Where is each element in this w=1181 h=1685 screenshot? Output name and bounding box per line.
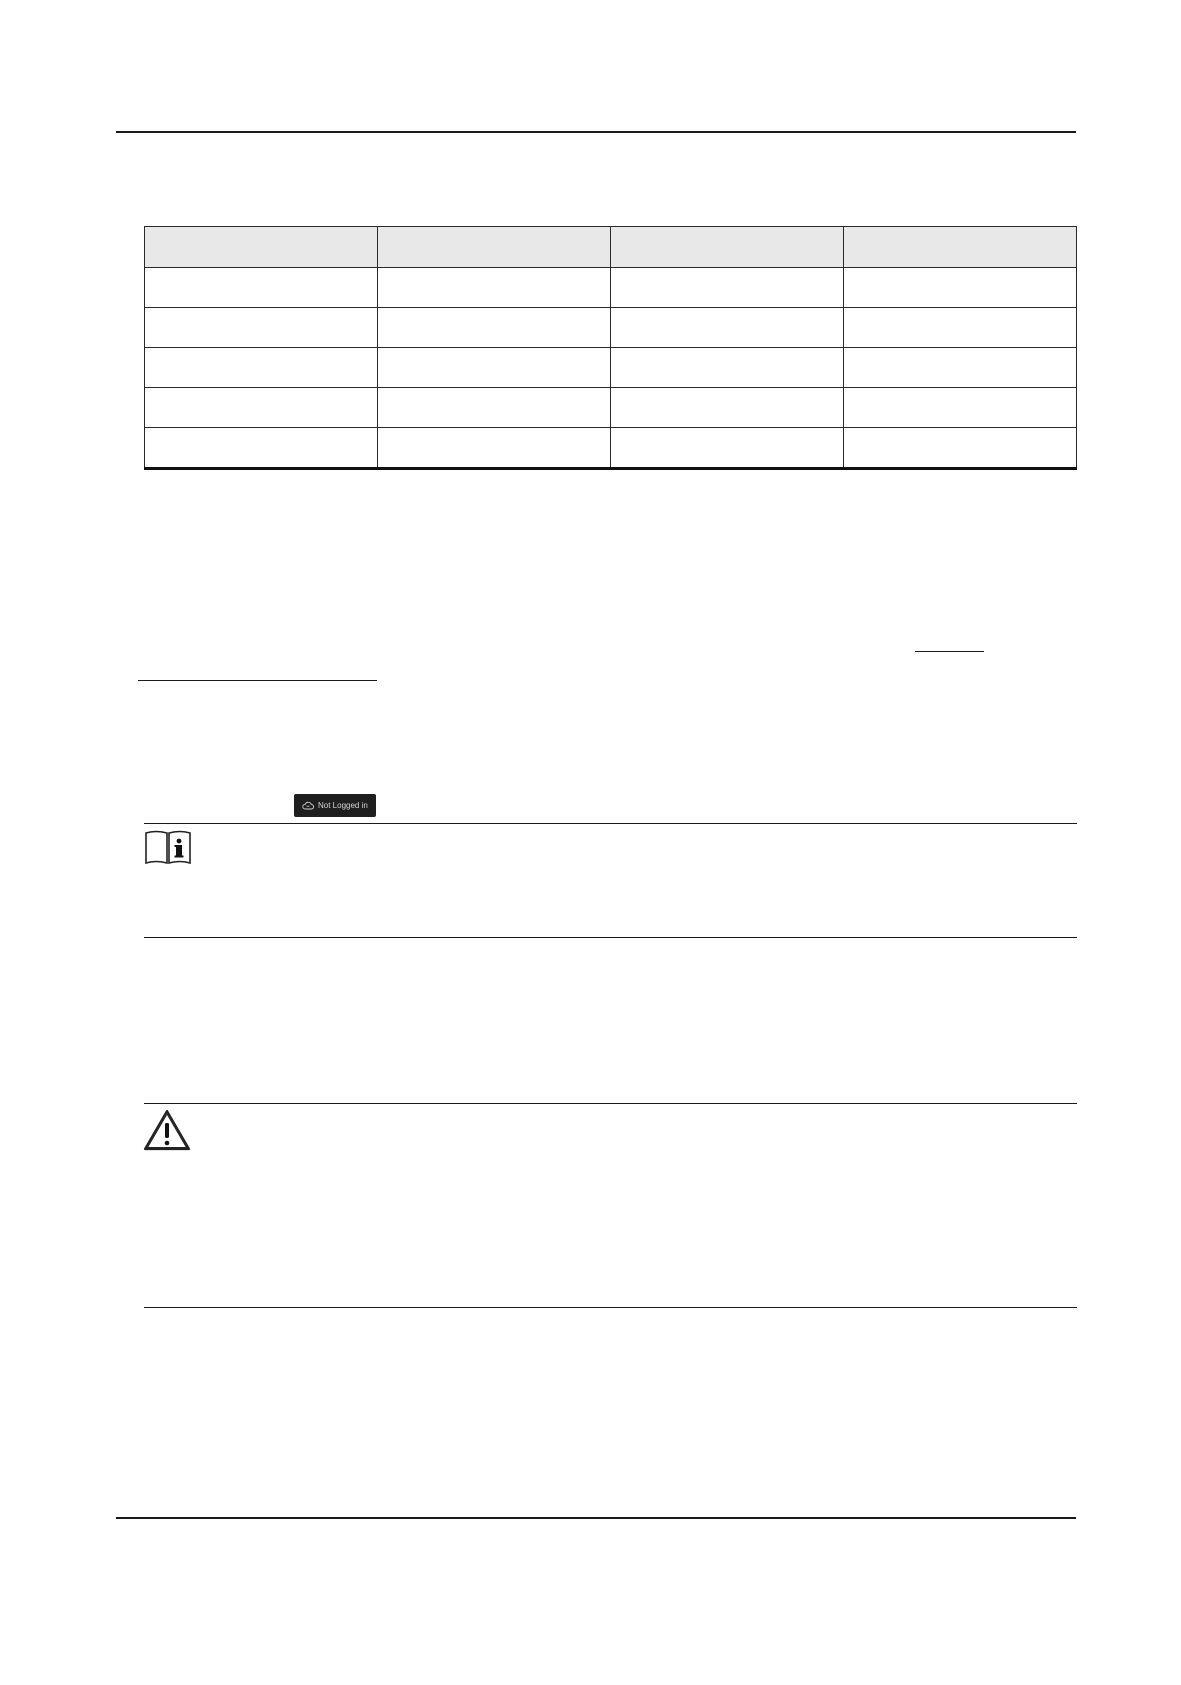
table-header-cell xyxy=(378,227,611,268)
table-cell xyxy=(844,428,1077,469)
table-cell xyxy=(378,348,611,388)
chip-label: Not Logged in xyxy=(318,801,368,810)
caution-bottom-rule xyxy=(144,1307,1077,1308)
book-info-icon xyxy=(144,829,192,865)
table-header-cell xyxy=(844,227,1077,268)
table-cell xyxy=(145,268,378,308)
page-header-rule xyxy=(116,131,1076,133)
table-cell xyxy=(611,268,844,308)
table-header-cell xyxy=(145,227,378,268)
table-header-row xyxy=(145,227,1077,268)
table-row xyxy=(145,428,1077,469)
table-cell xyxy=(844,388,1077,428)
table-cell xyxy=(844,348,1077,388)
table-cell xyxy=(145,428,378,469)
table-cell xyxy=(378,428,611,469)
table-cell xyxy=(378,268,611,308)
table-cell xyxy=(611,348,844,388)
link-underline[interactable] xyxy=(915,651,984,652)
table-row xyxy=(145,388,1077,428)
link-underline[interactable] xyxy=(138,680,377,681)
table-row xyxy=(145,308,1077,348)
not-logged-in-chip xyxy=(294,794,376,817)
table-cell xyxy=(145,348,378,388)
page-footer-rule xyxy=(116,1517,1076,1519)
warning-triangle-icon xyxy=(143,1108,191,1152)
table-row xyxy=(145,268,1077,308)
table-cell xyxy=(378,388,611,428)
table-header-cell xyxy=(611,227,844,268)
table-cell xyxy=(844,308,1077,348)
data-table xyxy=(144,226,1077,470)
table-cell xyxy=(844,268,1077,308)
table-cell xyxy=(378,308,611,348)
table-cell xyxy=(611,308,844,348)
caution-top-rule xyxy=(144,1103,1077,1104)
table-cell xyxy=(611,388,844,428)
table-row xyxy=(145,348,1077,388)
table-cell xyxy=(611,428,844,469)
note-bottom-rule xyxy=(144,937,1077,938)
table-cell xyxy=(145,388,378,428)
note-top-rule xyxy=(144,823,1077,824)
cloud-icon xyxy=(302,801,314,810)
table-cell xyxy=(145,308,378,348)
